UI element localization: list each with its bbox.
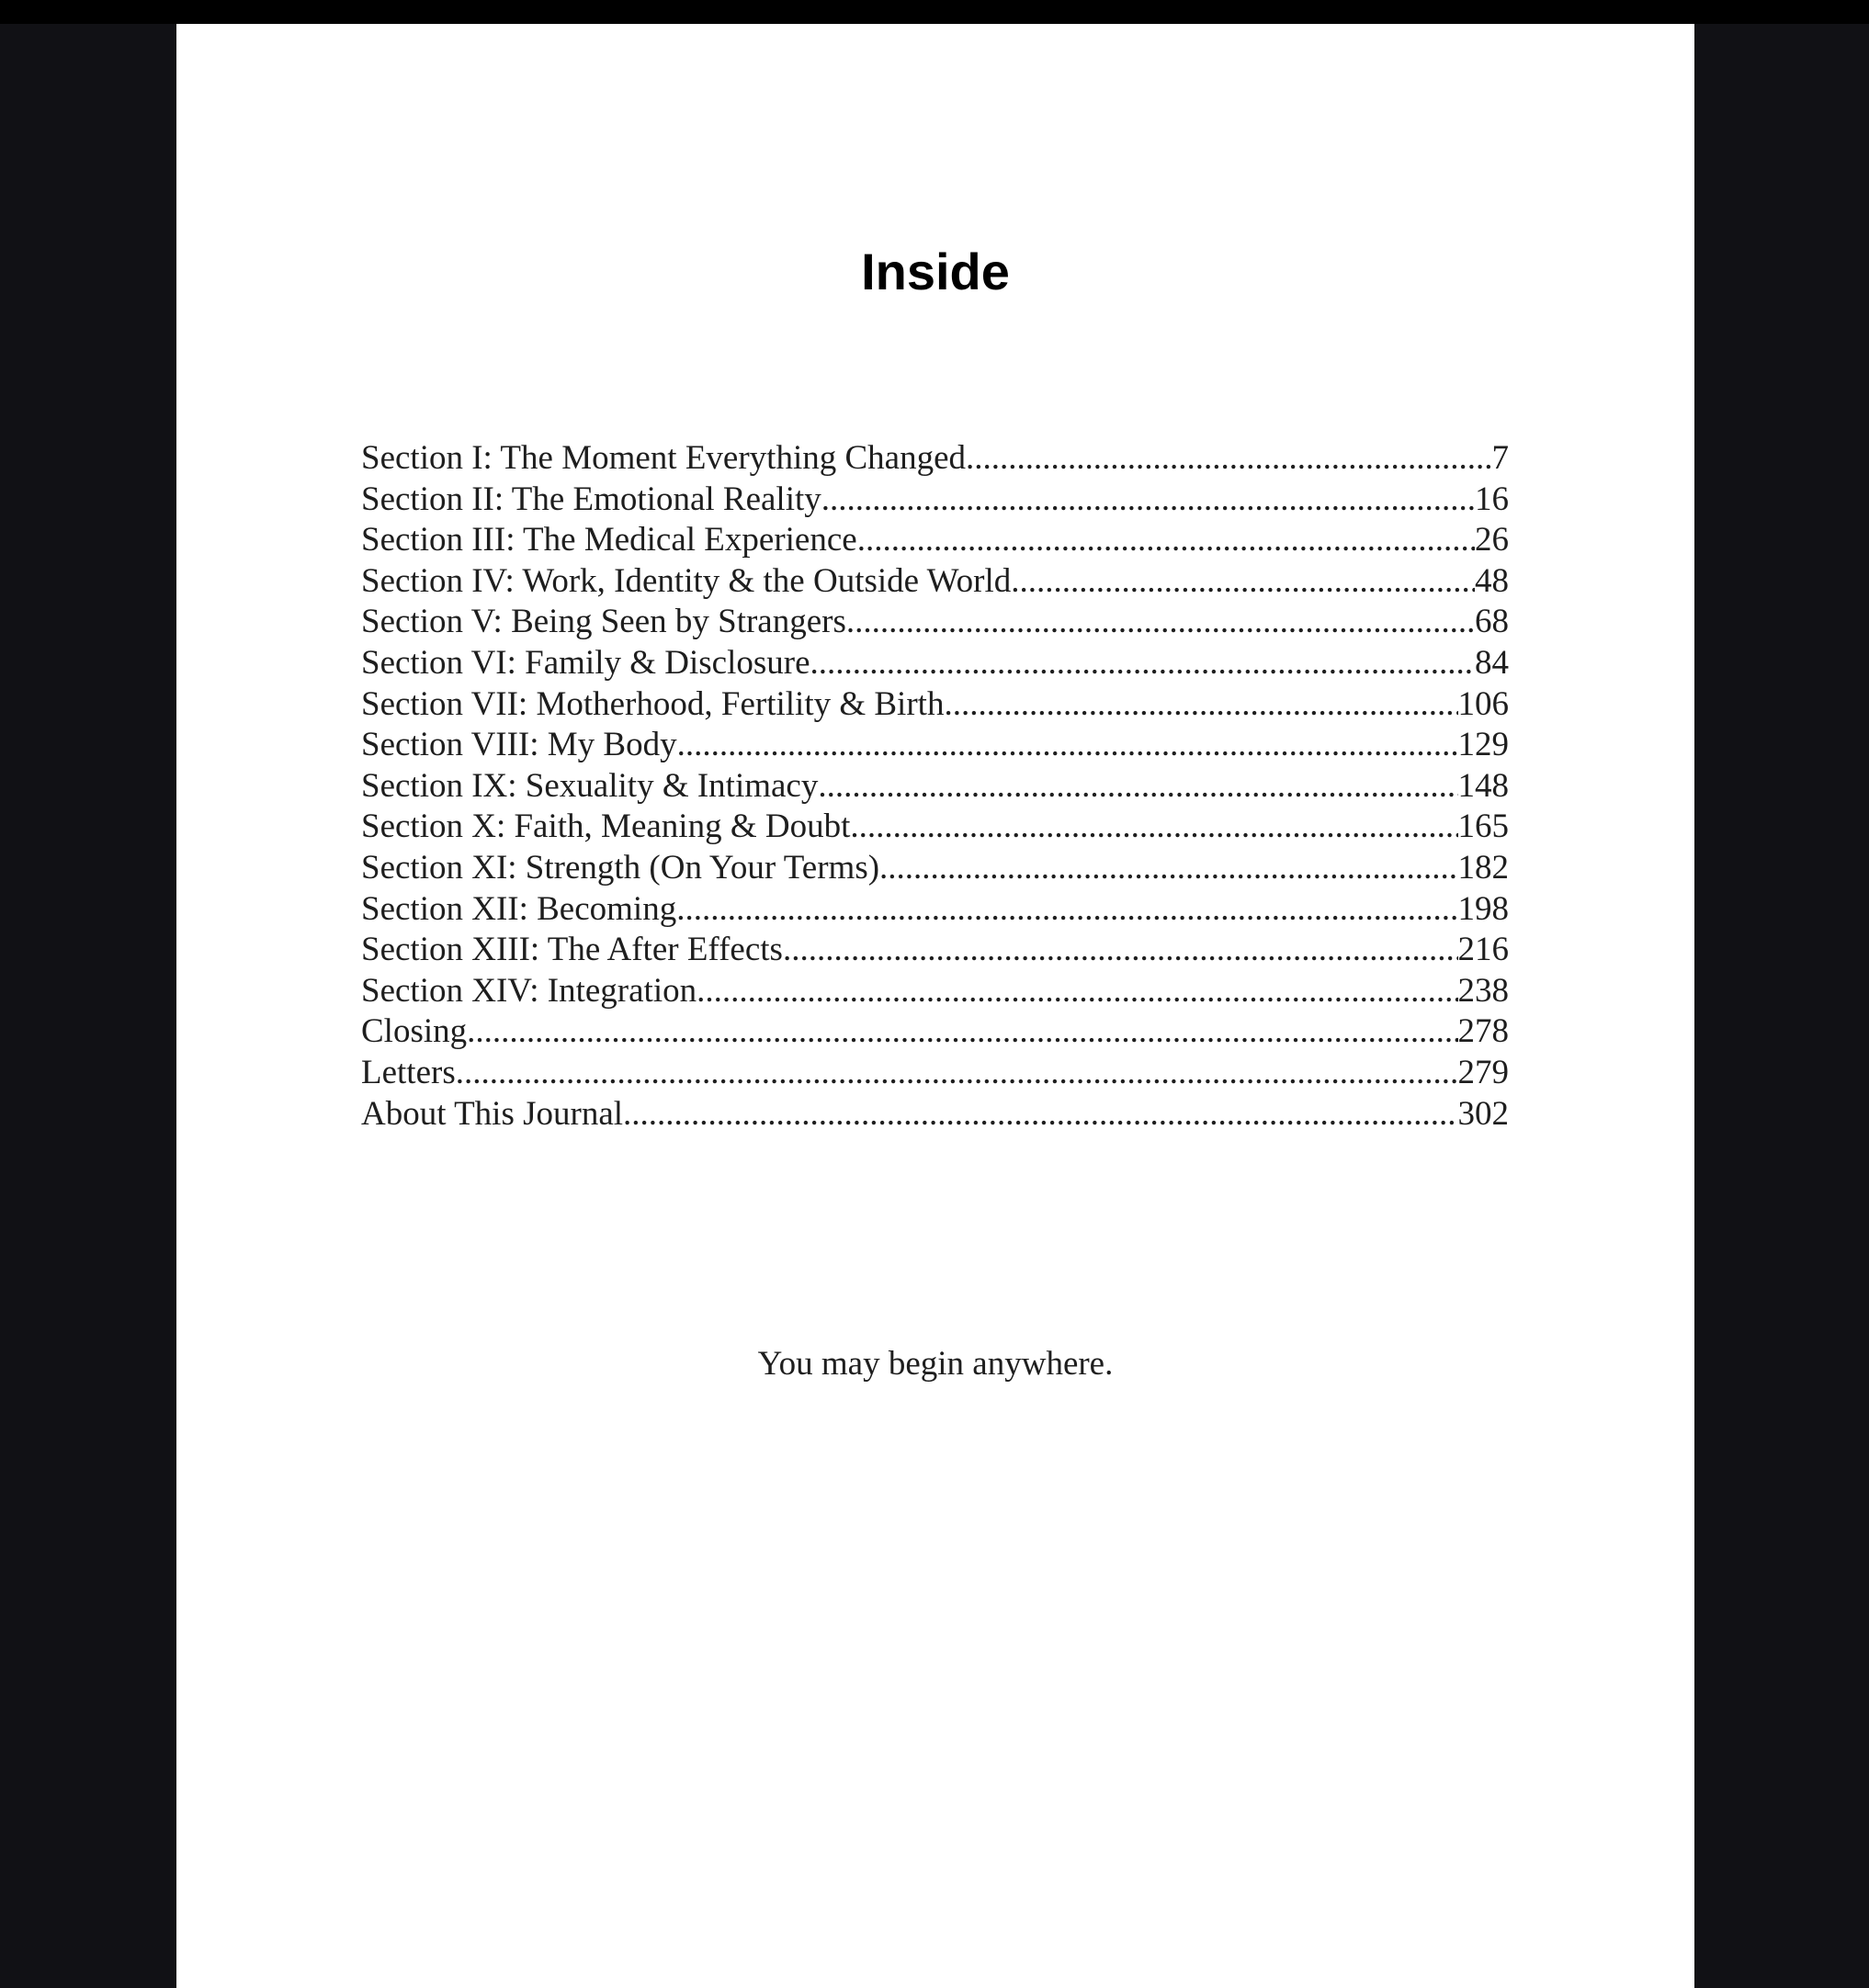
toc-entry[interactable]: [361, 930, 1509, 971]
toc-entry-page: 165: [1457, 808, 1509, 846]
toc-entry[interactable]: [361, 480, 1509, 521]
table-of-contents: [361, 438, 1509, 1135]
toc-entry-label: Section IX: Sexuality & Intimacy: [361, 766, 819, 805]
toc-entry-label: Section V: Being Seen by Strangers: [361, 603, 846, 641]
closing-note: You may begin anywhere.: [757, 1345, 1114, 1383]
toc-entry[interactable]: [361, 1011, 1509, 1053]
toc-entry-label: Closing: [361, 1012, 468, 1051]
toc-entry-page: 26: [1475, 521, 1509, 559]
toc-entry-page: 278: [1457, 1012, 1509, 1051]
page-title: Inside: [861, 243, 1010, 300]
toc-entry-page: 198: [1457, 889, 1509, 928]
toc-dot-leader: [821, 480, 1475, 521]
toc-entry-page: 106: [1457, 684, 1509, 723]
toc-entry-page: 129: [1457, 726, 1509, 764]
toc-entry-page: 279: [1457, 1053, 1509, 1091]
toc-entry-label: Letters: [361, 1053, 456, 1091]
toc-dot-leader: [850, 807, 1457, 848]
toc-entry[interactable]: [361, 725, 1509, 766]
toc-entry-page: 216: [1457, 931, 1509, 969]
document-page: [176, 24, 1694, 1988]
toc-entry-page: 238: [1457, 971, 1509, 1010]
toc-entry-page: 48: [1475, 561, 1509, 600]
toc-entry-label: Section XIV: Integration: [361, 971, 697, 1010]
toc-entry-label: Section VIII: My Body: [361, 726, 677, 764]
toc-dot-leader: [676, 889, 1457, 931]
toc-entry-label: Section VI: Family & Disclosure: [361, 643, 810, 682]
toc-entry[interactable]: [361, 561, 1509, 603]
toc-dot-leader: [697, 971, 1457, 1012]
toc-entry-label: Section XI: Strength (On Your Terms): [361, 848, 880, 887]
toc-entry[interactable]: [361, 1053, 1509, 1094]
toc-entry-page: 68: [1475, 603, 1509, 641]
toc-entry-label: Section VII: Motherhood, Fertility & Birth: [361, 684, 945, 723]
toc-entry-label: Section XII: Becoming: [361, 889, 677, 928]
toc-dot-leader: [467, 1011, 1457, 1053]
toc-entry-label: About This Journal: [361, 1094, 624, 1133]
toc-entry-page: 302: [1457, 1094, 1509, 1133]
toc-entry-label: Section IV: Work, Identity & the Outside World: [361, 561, 1012, 600]
toc-entry-label: Section XIII: The After Effects: [361, 931, 783, 969]
toc-dot-leader: [677, 725, 1458, 766]
toc-dot-leader: [783, 930, 1458, 971]
toc-dot-leader: [456, 1053, 1458, 1094]
toc-entry-label: Section II: The Emotional Reality: [361, 480, 821, 518]
toc-entry[interactable]: [361, 889, 1509, 931]
toc-entry[interactable]: [361, 1094, 1509, 1135]
toc-dot-leader: [966, 438, 1492, 480]
toc-entry[interactable]: [361, 807, 1509, 848]
toc-entry[interactable]: [361, 438, 1509, 480]
toc-dot-leader: [846, 602, 1475, 643]
toc-dot-leader: [1011, 561, 1475, 603]
toc-entry-page: 84: [1475, 643, 1509, 682]
toc-entry[interactable]: [361, 684, 1509, 726]
toc-entry-label: Section X: Faith, Meaning & Doubt: [361, 808, 851, 846]
toc-entry[interactable]: [361, 971, 1509, 1012]
toc-entry-label: Section I: The Moment Everything Changed: [361, 439, 966, 477]
toc-dot-leader: [879, 848, 1457, 889]
toc-entry[interactable]: [361, 848, 1509, 889]
toc-dot-leader: [818, 766, 1457, 808]
toc-entry-page: 182: [1457, 848, 1509, 887]
toc-entry[interactable]: [361, 643, 1509, 684]
toc-entry[interactable]: [361, 520, 1509, 561]
toc-entry-page: 148: [1457, 766, 1509, 805]
toc-dot-leader: [944, 684, 1457, 726]
toc-entry-page: 7: [1491, 439, 1509, 477]
toc-entry-page: 16: [1475, 480, 1509, 518]
toc-entry[interactable]: [361, 766, 1509, 808]
toc-dot-leader: [810, 643, 1476, 684]
toc-dot-leader: [623, 1094, 1457, 1135]
window-top-bar: [0, 0, 1869, 24]
toc-entry-label: Section III: The Medical Experience: [361, 521, 857, 559]
toc-dot-leader: [857, 520, 1475, 561]
toc-entry[interactable]: [361, 602, 1509, 643]
